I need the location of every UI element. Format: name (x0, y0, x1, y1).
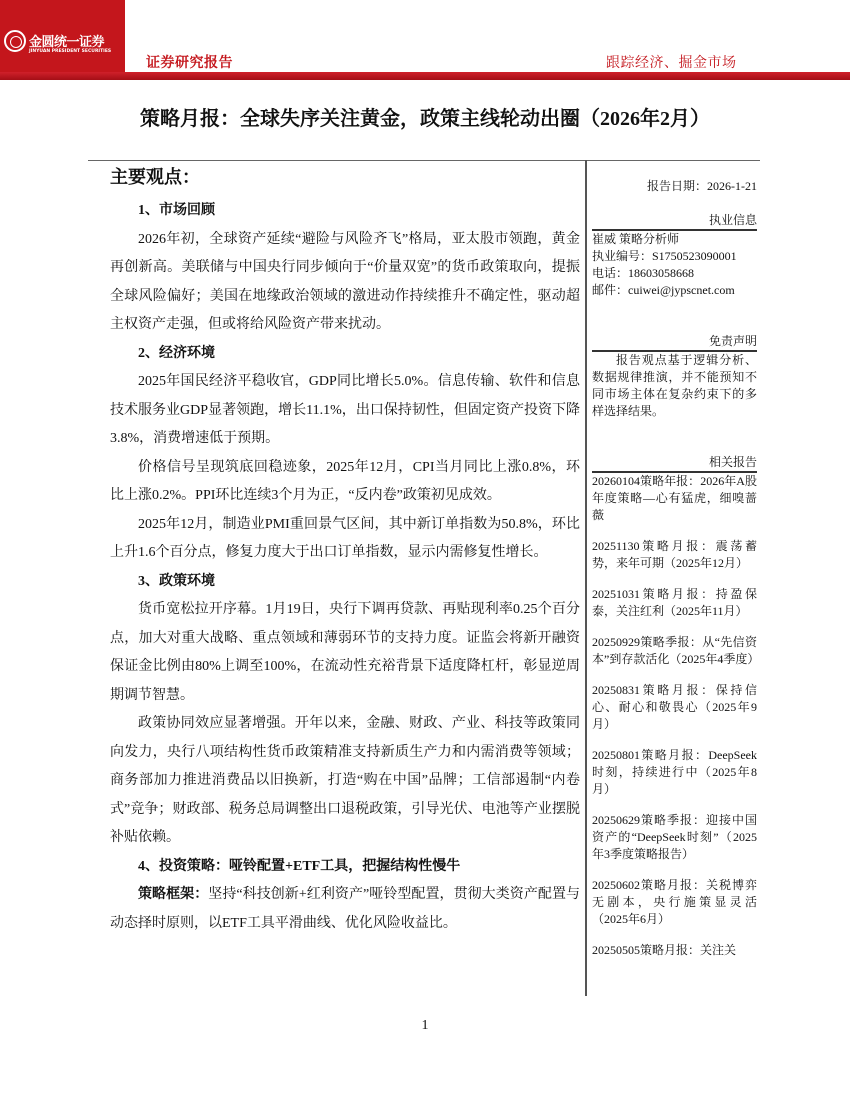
logo-emblem-icon (4, 30, 26, 52)
related-report-link[interactable]: 20251130策略月报：震荡蓄势，来年可期（2025年12月） (592, 539, 757, 570)
paragraph: 货币宽松拉开序幕。1月19日，央行下调再贷款、再贴现利率0.25个百分点，加大对重大战略、重点领域和薄弱环节的支持力度。证监会将新开融资保证金比例由80%上调至100%，在流动性充裕背景下适度降杠杆，彰显逆周期调节智慧。 (110, 602, 580, 703)
paragraph: 2025年12月，制造业PMI重回景气区间，其中新订单指数为50.8%，环比上升1.6个百分点，修复力度大于出口订单指数，显示内需修复性增长。 (110, 516, 580, 560)
company-logo (0, 0, 125, 76)
paragraph (110, 881, 580, 938)
page-number: 1 (421, 1018, 429, 1033)
related-report-link[interactable]: 20250801策略月报：DeepSeek时刻，持续进行中（2025年8月） (592, 748, 757, 796)
logo-text-en: JINYUAN PRESIDENT SECURITIES (29, 49, 112, 54)
section-title: 3、政策环境 (138, 573, 215, 589)
email: 邮件：cuiwei@jypscnet.com (592, 283, 735, 297)
related-report-link[interactable]: 20250505策略月报：关注关 (592, 943, 737, 957)
related-report-link[interactable]: 20250629策略季报：迎接中国资产的“DeepSeek时刻”（2025年3季度策略报告） (592, 813, 757, 861)
paragraph: 价格信号呈现筑底回稳迹象，2025年12月，CPI当月同比上涨0.8%，环比上涨0.2%。PPI环比连续3个月为正，“反内卷”政策初见成效。 (110, 459, 580, 503)
lead-text: 坚持“科技创新+红利资产”哑铃型配置，贯彻大类资产配置与动态择时原则，以ETF工具平滑曲线、优化风险收益比。 (110, 887, 580, 931)
related-report-link[interactable]: 20250602策略月报：关税博弈无剧本，央行施策显灵活（2025年6月） (592, 878, 757, 926)
main-content (110, 164, 580, 938)
logo-text-cn: 金圆统一证券 (29, 35, 105, 50)
related-reports-heading: 相关报告 (592, 454, 757, 473)
phone: 电话：18603058668 (592, 266, 695, 280)
related-report-link[interactable]: 20260104策略年报：2026年A股年度策略—心有猛虎，细嗅蔷薇 (592, 474, 757, 522)
report-title: 策略月报：全球失序关注黄金，政策主线轮动出圈（2026年2月） (140, 108, 710, 130)
section-title: 4、投资策略：哑铃配置+ETF工具，把握结构性慢牛 (138, 858, 461, 874)
sidebar (592, 178, 760, 973)
related-report-link[interactable]: 20250831策略月报：保持信心、耐心和敬畏心（2025年9月） (592, 683, 757, 731)
section-title: 1、市场回顾 (138, 203, 215, 218)
report-date: 报告日期：2026-1-21 (647, 179, 757, 193)
slogan: 跟踪经济、掘金市场 (606, 56, 737, 71)
related-report-link[interactable]: 20251031策略月报：持盈保泰，关注红利（2025年11月） (592, 587, 757, 618)
report-type: 证券研究报告 (146, 56, 233, 71)
header-band (0, 72, 850, 80)
divider-vertical (585, 160, 587, 996)
main-heading: 主要观点： (110, 167, 200, 187)
analyst-name: 崔威 策略分析师 (592, 232, 680, 246)
section-title: 2、经济环境 (138, 345, 215, 361)
paragraph: 2026年初，全球资产延续“避险与风险齐飞”格局，亚太股市领跑，黄金再创新高。美联储与中国央行同步倾向于“价量双宽”的货币政策取向，提振全球风险偏好；美国在地缘政治领域的激进动作持续推升不确定性，驱动超主权资产走强，但或将给风险资产带来扰动。 (110, 231, 580, 332)
paragraph: 政策协同效应显著增强。开年以来，金融、财政、产业、科技等政策同向发力，央行八项结构性货币政策精准支持新质生产力和内需消费等领域；商务部加力推进消费品以旧换新，打造“购在中国”品牌；工信部遏制“内卷式”竞争；财政部、税务总局调整出口退税政策，引导光伏、电池等产业摆脱补贴依赖。 (110, 716, 580, 845)
disclaimer-heading: 免责声明 (592, 333, 757, 352)
disclaimer-text: 报告观点基于逻辑分析、数据规律推演，并不能预知不同市场主体在复杂约束下的多样选择结果。 (592, 353, 757, 418)
license-number: 执业编号：S1750523090001 (592, 249, 737, 263)
lead-label: 策略框架： (138, 887, 209, 902)
related-report-link[interactable]: 20250929策略季报：从“先信资本”到存款活化（2025年4季度） (592, 635, 760, 666)
practice-info-heading: 执业信息 (592, 212, 757, 231)
divider-horizontal (88, 160, 760, 161)
paragraph: 2025年国民经济平稳收官，GDP同比增长5.0%。信息传输、软件和信息技术服务业GDP显著领跑，增长11.1%，出口保持韧性，但固定资产投资下降3.8%，消费增速低于预期。 (110, 374, 580, 446)
